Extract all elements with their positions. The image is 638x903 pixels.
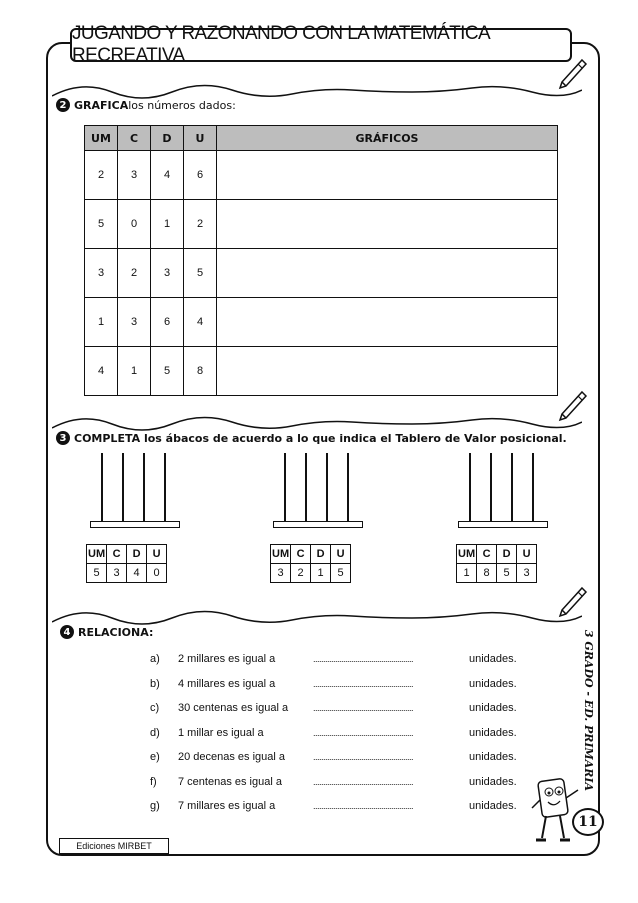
cell: 1 (151, 200, 184, 249)
cell: 4 (151, 151, 184, 200)
section-instruction: RELACIONA: (78, 625, 154, 639)
header-c: C (291, 545, 311, 564)
place-value-table (86, 544, 167, 583)
list-item (150, 647, 530, 672)
page-number: 11 (572, 808, 604, 836)
cell: 5 (85, 200, 118, 249)
cell: 2 (184, 200, 217, 249)
header-c: C (118, 126, 151, 151)
table-row (85, 298, 558, 347)
pencil-icon (556, 586, 588, 620)
cell: 1 (311, 564, 331, 583)
list-item (150, 721, 530, 746)
page-title: JUGANDO Y RAZONANDO CON LA MATEMÁTICA RECREATIVA (70, 28, 572, 62)
item-unit: unidades. (469, 677, 517, 690)
header-d: D (311, 545, 331, 564)
answer-blank[interactable]: .................................................. (313, 678, 414, 689)
graph-cell[interactable] (217, 249, 558, 298)
mascot-icon (530, 772, 584, 848)
cell: 4 (184, 298, 217, 347)
item-letter: b) (150, 677, 160, 690)
header-graficos: GRÁFICOS (217, 126, 558, 151)
cell: 3 (271, 564, 291, 583)
abacus-rod[interactable] (164, 453, 166, 521)
header-um: UM (87, 545, 107, 564)
cell: 4 (85, 347, 118, 396)
header-c: C (107, 545, 127, 564)
item-letter: f) (150, 775, 157, 788)
relate-list (150, 647, 530, 819)
cell: 5 (331, 564, 351, 583)
place-value-table (456, 544, 537, 583)
header-um: UM (85, 126, 118, 151)
list-item (150, 770, 530, 795)
publisher-footer: Ediciones MIRBET (59, 838, 169, 854)
abacus-rod[interactable] (490, 453, 492, 521)
cell: 8 (477, 564, 497, 583)
abacus-rod[interactable] (511, 453, 513, 521)
abacus-rod[interactable] (143, 453, 145, 521)
header-d: D (127, 545, 147, 564)
item-unit: unidades. (469, 775, 517, 788)
cell: 0 (147, 564, 167, 583)
cell: 3 (517, 564, 537, 583)
cell: 1 (457, 564, 477, 583)
abacus-rod[interactable] (101, 453, 103, 521)
section-number-badge: 2 (56, 98, 70, 112)
section-instruction: los números dados: (128, 98, 236, 112)
item-unit: unidades. (469, 653, 517, 666)
graph-cell[interactable] (217, 298, 558, 347)
cell: 6 (151, 298, 184, 347)
cell: 1 (85, 298, 118, 347)
section-instruction: COMPLETA los ábacos de acuerdo a lo que indica el Tablero de Valor posicional. (74, 431, 567, 445)
header-u: U (184, 126, 217, 151)
answer-blank[interactable]: .................................................. (313, 703, 414, 714)
header-d: D (151, 126, 184, 151)
item-letter: a) (150, 653, 160, 666)
list-item (150, 672, 530, 697)
answer-blank[interactable]: .................................................. (313, 727, 414, 738)
abacus-base (90, 521, 180, 528)
section-number-badge: 4 (60, 625, 74, 639)
abacus-rod[interactable] (326, 453, 328, 521)
abacus-rod[interactable] (532, 453, 534, 521)
cell: 3 (85, 249, 118, 298)
item-statement: 7 centenas es igual a (178, 775, 282, 788)
header-u: U (147, 545, 167, 564)
item-letter: c) (150, 702, 160, 715)
cell: 3 (107, 564, 127, 583)
item-letter: g) (150, 800, 160, 813)
abacus-rod[interactable] (122, 453, 124, 521)
item-statement: 1 millar es igual a (178, 726, 264, 739)
section-2-heading (56, 98, 236, 112)
item-statement: 4 millares es igual a (178, 677, 276, 690)
cell: 4 (127, 564, 147, 583)
abacus-rod[interactable] (347, 453, 349, 521)
cell: 3 (118, 298, 151, 347)
section-instruction-bold: GRAFICA (74, 98, 129, 112)
section-4-heading (60, 625, 153, 639)
abacus[interactable] (458, 453, 548, 528)
cell: 5 (184, 249, 217, 298)
cell: 3 (151, 249, 184, 298)
grade-side-text: 3 GRADO - ED. PRIMARIA (582, 629, 596, 791)
graph-cell[interactable] (217, 151, 558, 200)
item-letter: e) (150, 751, 160, 764)
item-statement: 30 centenas es igual a (178, 702, 289, 715)
item-unit: unidades. (469, 702, 517, 715)
header-um: UM (457, 545, 477, 564)
item-unit: unidades. (469, 751, 517, 764)
cell: 1 (118, 347, 151, 396)
cell: 8 (184, 347, 217, 396)
abacus-base (273, 521, 363, 528)
header-c: C (477, 545, 497, 564)
list-item (150, 696, 530, 721)
header-u: U (331, 545, 351, 564)
place-value-table (270, 544, 351, 583)
header-d: D (497, 545, 517, 564)
table-row (85, 200, 558, 249)
graph-cell[interactable] (217, 347, 558, 396)
item-statement: 20 decenas es igual a (178, 751, 286, 764)
answer-blank[interactable]: .................................................. (313, 654, 414, 665)
cell: 6 (184, 151, 217, 200)
graph-table (84, 125, 558, 396)
cell: 5 (151, 347, 184, 396)
item-statement: 7 millares es igual a (178, 800, 276, 813)
item-letter: d) (150, 726, 160, 739)
pencil-icon (556, 58, 588, 92)
pencil-icon (556, 390, 588, 424)
graph-cell[interactable] (217, 200, 558, 249)
cell: 5 (497, 564, 517, 583)
section-number-badge: 3 (56, 431, 70, 445)
answer-blank[interactable]: .................................................. (313, 776, 414, 787)
abacus-base (458, 521, 548, 528)
answer-blank[interactable]: .................................................. (313, 752, 414, 763)
list-item (150, 794, 530, 819)
cell: 3 (118, 151, 151, 200)
answer-blank[interactable]: .................................................. (313, 801, 414, 812)
list-item (150, 745, 530, 770)
cell: 0 (118, 200, 151, 249)
abacus-rod[interactable] (284, 453, 286, 521)
cell: 2 (85, 151, 118, 200)
table-row (85, 347, 558, 396)
cell: 2 (118, 249, 151, 298)
abacus[interactable] (90, 453, 180, 528)
section-3-heading (56, 431, 567, 445)
abacus-rod[interactable] (469, 453, 471, 521)
abacus-rod[interactable] (305, 453, 307, 521)
item-statement: 2 millares es igual a (178, 653, 276, 666)
header-um: UM (271, 545, 291, 564)
abacus[interactable] (273, 453, 363, 528)
item-unit: unidades. (469, 800, 517, 813)
cell: 2 (291, 564, 311, 583)
table-row (85, 151, 558, 200)
item-unit: unidades. (469, 726, 517, 739)
table-row (85, 249, 558, 298)
cell: 5 (87, 564, 107, 583)
header-u: U (517, 545, 537, 564)
